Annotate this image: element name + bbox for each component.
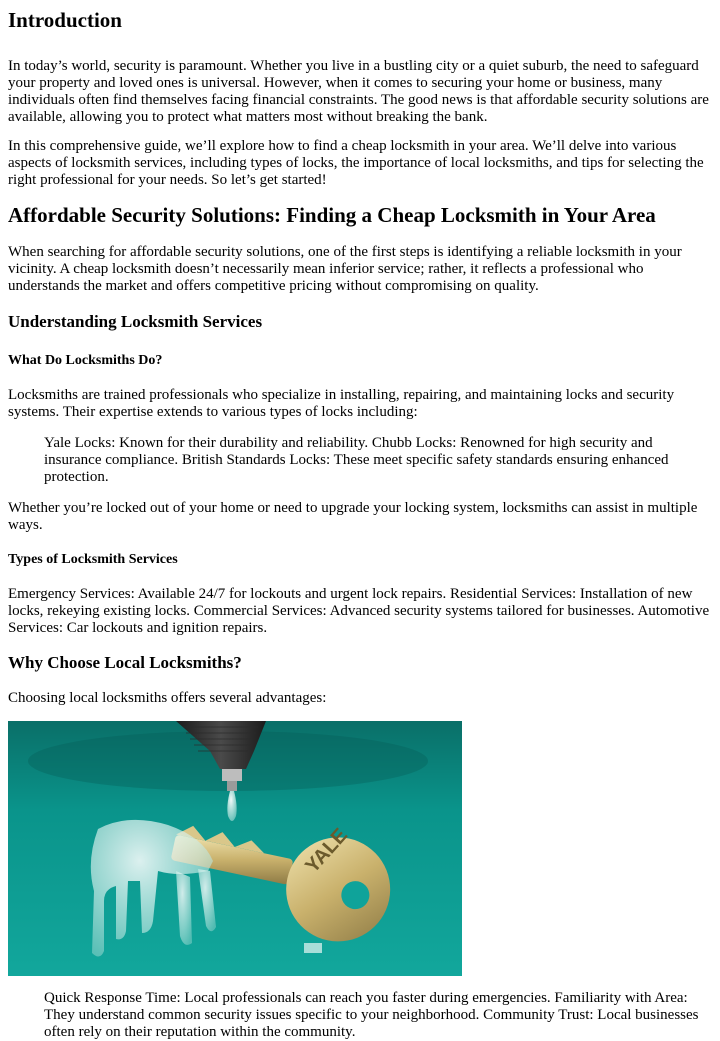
- intro-heading: Introduction: [8, 8, 122, 32]
- locked-out-paragraph: Whether you’re locked out of your home or need to upgrade your locking system, locksmiths can assist in multiple ways.: [8, 500, 698, 533]
- understanding-heading: Understanding Locksmith Services: [8, 312, 263, 331]
- key-glue-illustration: [8, 721, 462, 976]
- key-brand-text: YALE: [301, 824, 353, 878]
- main-heading: Affordable Security Solutions: Finding a Cheap Locksmith in Your Area: [8, 203, 656, 227]
- what-paragraph: Locksmiths are trained professionals who specialize in installing, repairing, and maintaining locks and security systems. Their expertise extends to various types of locks including:: [8, 387, 675, 420]
- local-benefits-list: Quick Response Time: Local professionals can reach you faster during emergencies. Familiarity with Area: They understand common security issues specific to your neighborhood. Community Trust: Local businesses often rely on their reputation within the community.: [44, 990, 699, 1040]
- local-paragraph: Choosing local locksmiths offers several advantages:: [8, 690, 327, 706]
- types-heading: Types of Locksmith Services: [8, 552, 178, 567]
- main-paragraph: When searching for affordable security solutions, one of the first steps is identifying a reliable locksmith in your vicinity. A cheap locksmith doesn’t necessarily mean inferior service; rather, it reflects a professional who understands the market and offers competitive pricing without compromising on quality.: [8, 244, 682, 294]
- intro-paragraph-1: In today’s world, security is paramount. Whether you live in a bustling city or a quiet suburb, the need to safeguard your property and loved ones is universal. However, when it comes to securing your home or business, many individuals often find themselves facing financial constraints. The good news is that affordable security solutions are available, allowing you to protect what matters most without breaking the bank.: [8, 58, 709, 125]
- key-glue-image: [8, 721, 462, 976]
- lock-types-list: Yale Locks: Known for their durability and reliability. Chubb Locks: Renowned for high security and insurance compliance. British Standards Locks: These meet specific safety standards ensuring enhanced protection.: [44, 435, 669, 485]
- intro-paragraph-2: In this comprehensive guide, we’ll explore how to find a cheap locksmith in your area. We’ll delve into various aspects of locksmith services, including types of locks, the importance of local locksmiths, and tips for selecting the right professional for your needs. So let’s get started!: [8, 138, 704, 188]
- article: [0, 8, 713, 1041]
- what-heading: What Do Locksmiths Do?: [8, 353, 163, 368]
- local-heading: Why Choose Local Locksmiths?: [8, 653, 242, 672]
- types-paragraph: Emergency Services: Available 24/7 for lockouts and urgent lock repairs. Residential Services: Installation of new locks, rekeying existing locks. Commercial Services: Advanced security systems tailored for businesses. Automotive Services: Car lockouts and ignition repairs.: [8, 586, 710, 636]
